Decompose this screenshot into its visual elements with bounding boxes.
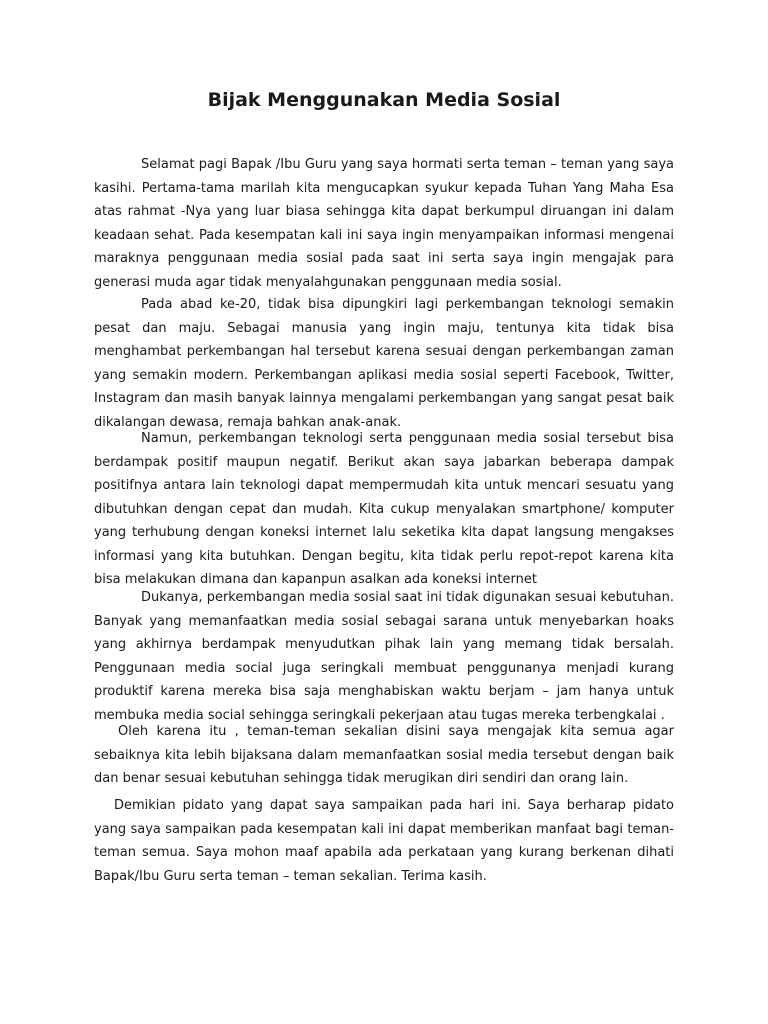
paragraph-positive-impact: Namun, perkembangan teknologi serta penggunaan media sosial tersebut bisa berdampak positif maupun negatif. Berikut akan saya jabarkan beberapa dampak positifnya antara lain teknologi dapat mempermudah kita untuk mencari sesuatu yang dibutuhkan dengan cepat dan mudah. Kita cukup menyalakan smartphone/ komputer yang terhubung dengan koneksi internet lalu seketika kita dapat langsung mengakses informasi yang kita butuhkan. Dengan begitu, kita tidak perlu repot-repot karena kita bisa melakukan dimana dan kapanpun asalkan ada koneksi internet (94, 431, 674, 587)
paragraph-negative-impact: Dukanya, perkembangan media sosial saat ini tidak digunakan sesuai kebutuhan. Banyak yang memanfaatkan media sosial sebagai sarana untuk menyebarkan hoaks yang akhirnya berdampak menyudutkan pihak lain yang memang tidak bersalah. Penggunaan media social juga seringkali membuat penggunanya menjadi kurang produktif karena mereka bisa saja menghabiskan waktu berjam – jam hanya untuk membuka media social sehingga seringkali pekerjaan atau tugas mereka terbengkalai . (94, 590, 674, 723)
document-title: Bijak Menggunakan Media Sosial (207, 89, 561, 111)
paragraph-invitation: Oleh karena itu , teman-teman sekalian disini saya mengajak kita semua agar sebaiknya kita lebih bijaksana dalam memanfaatkan sosial media tersebut dengan baik dan benar sesuai kebutuhan sehingga tidak merugikan diri sendiri dan orang lain. (94, 724, 674, 786)
paragraph-opening: Selamat pagi Bapak /Ibu Guru yang saya hormati serta teman – teman yang saya kasihi. Pertama-tama marilah kita mengucapkan syukur kepada Tuhan Yang Maha Esa atas rahmat -Nya yang luar biasa sehingga kita dapat berkumpul diruangan ini dalam keadaan sehat. Pada kesempatan kali ini saya ingin menyampaikan informasi mengenai maraknya penggunaan media sosial pada saat ini serta saya ingin mengajak para generasi muda agar tidak menyalahgunakan penggunaan media sosial. (94, 157, 674, 290)
paragraph-technology-progress: Pada abad ke-20, tidak bisa dipungkiri lagi perkembangan teknologi semakin pesat dan maju. Sebagai manusia yang ingin maju, tentunya kita tidak bisa menghambat perkembangan hal tersebut karena sesuai dengan perkembangan zaman yang semakin modern. Perkembangan aplikasi media sosial seperti Facebook, Twitter, Instagram dan masih banyak lainnya mengalami perkembangan yang sangat pesat baik dikalangan dewasa, remaja bahkan anak-anak. (94, 297, 674, 430)
paragraph-closing: Demikian pidato yang dapat saya sampaikan pada hari ini. Saya berharap pidato yang saya sampaikan pada kesempatan kali ini dapat memberikan manfaat bagi teman-teman semua. Saya mohon maaf apabila ada perkataan yang kurang berkenan dihati Bapak/Ibu Guru serta teman – teman sekalian. Terima kasih. (94, 798, 674, 884)
